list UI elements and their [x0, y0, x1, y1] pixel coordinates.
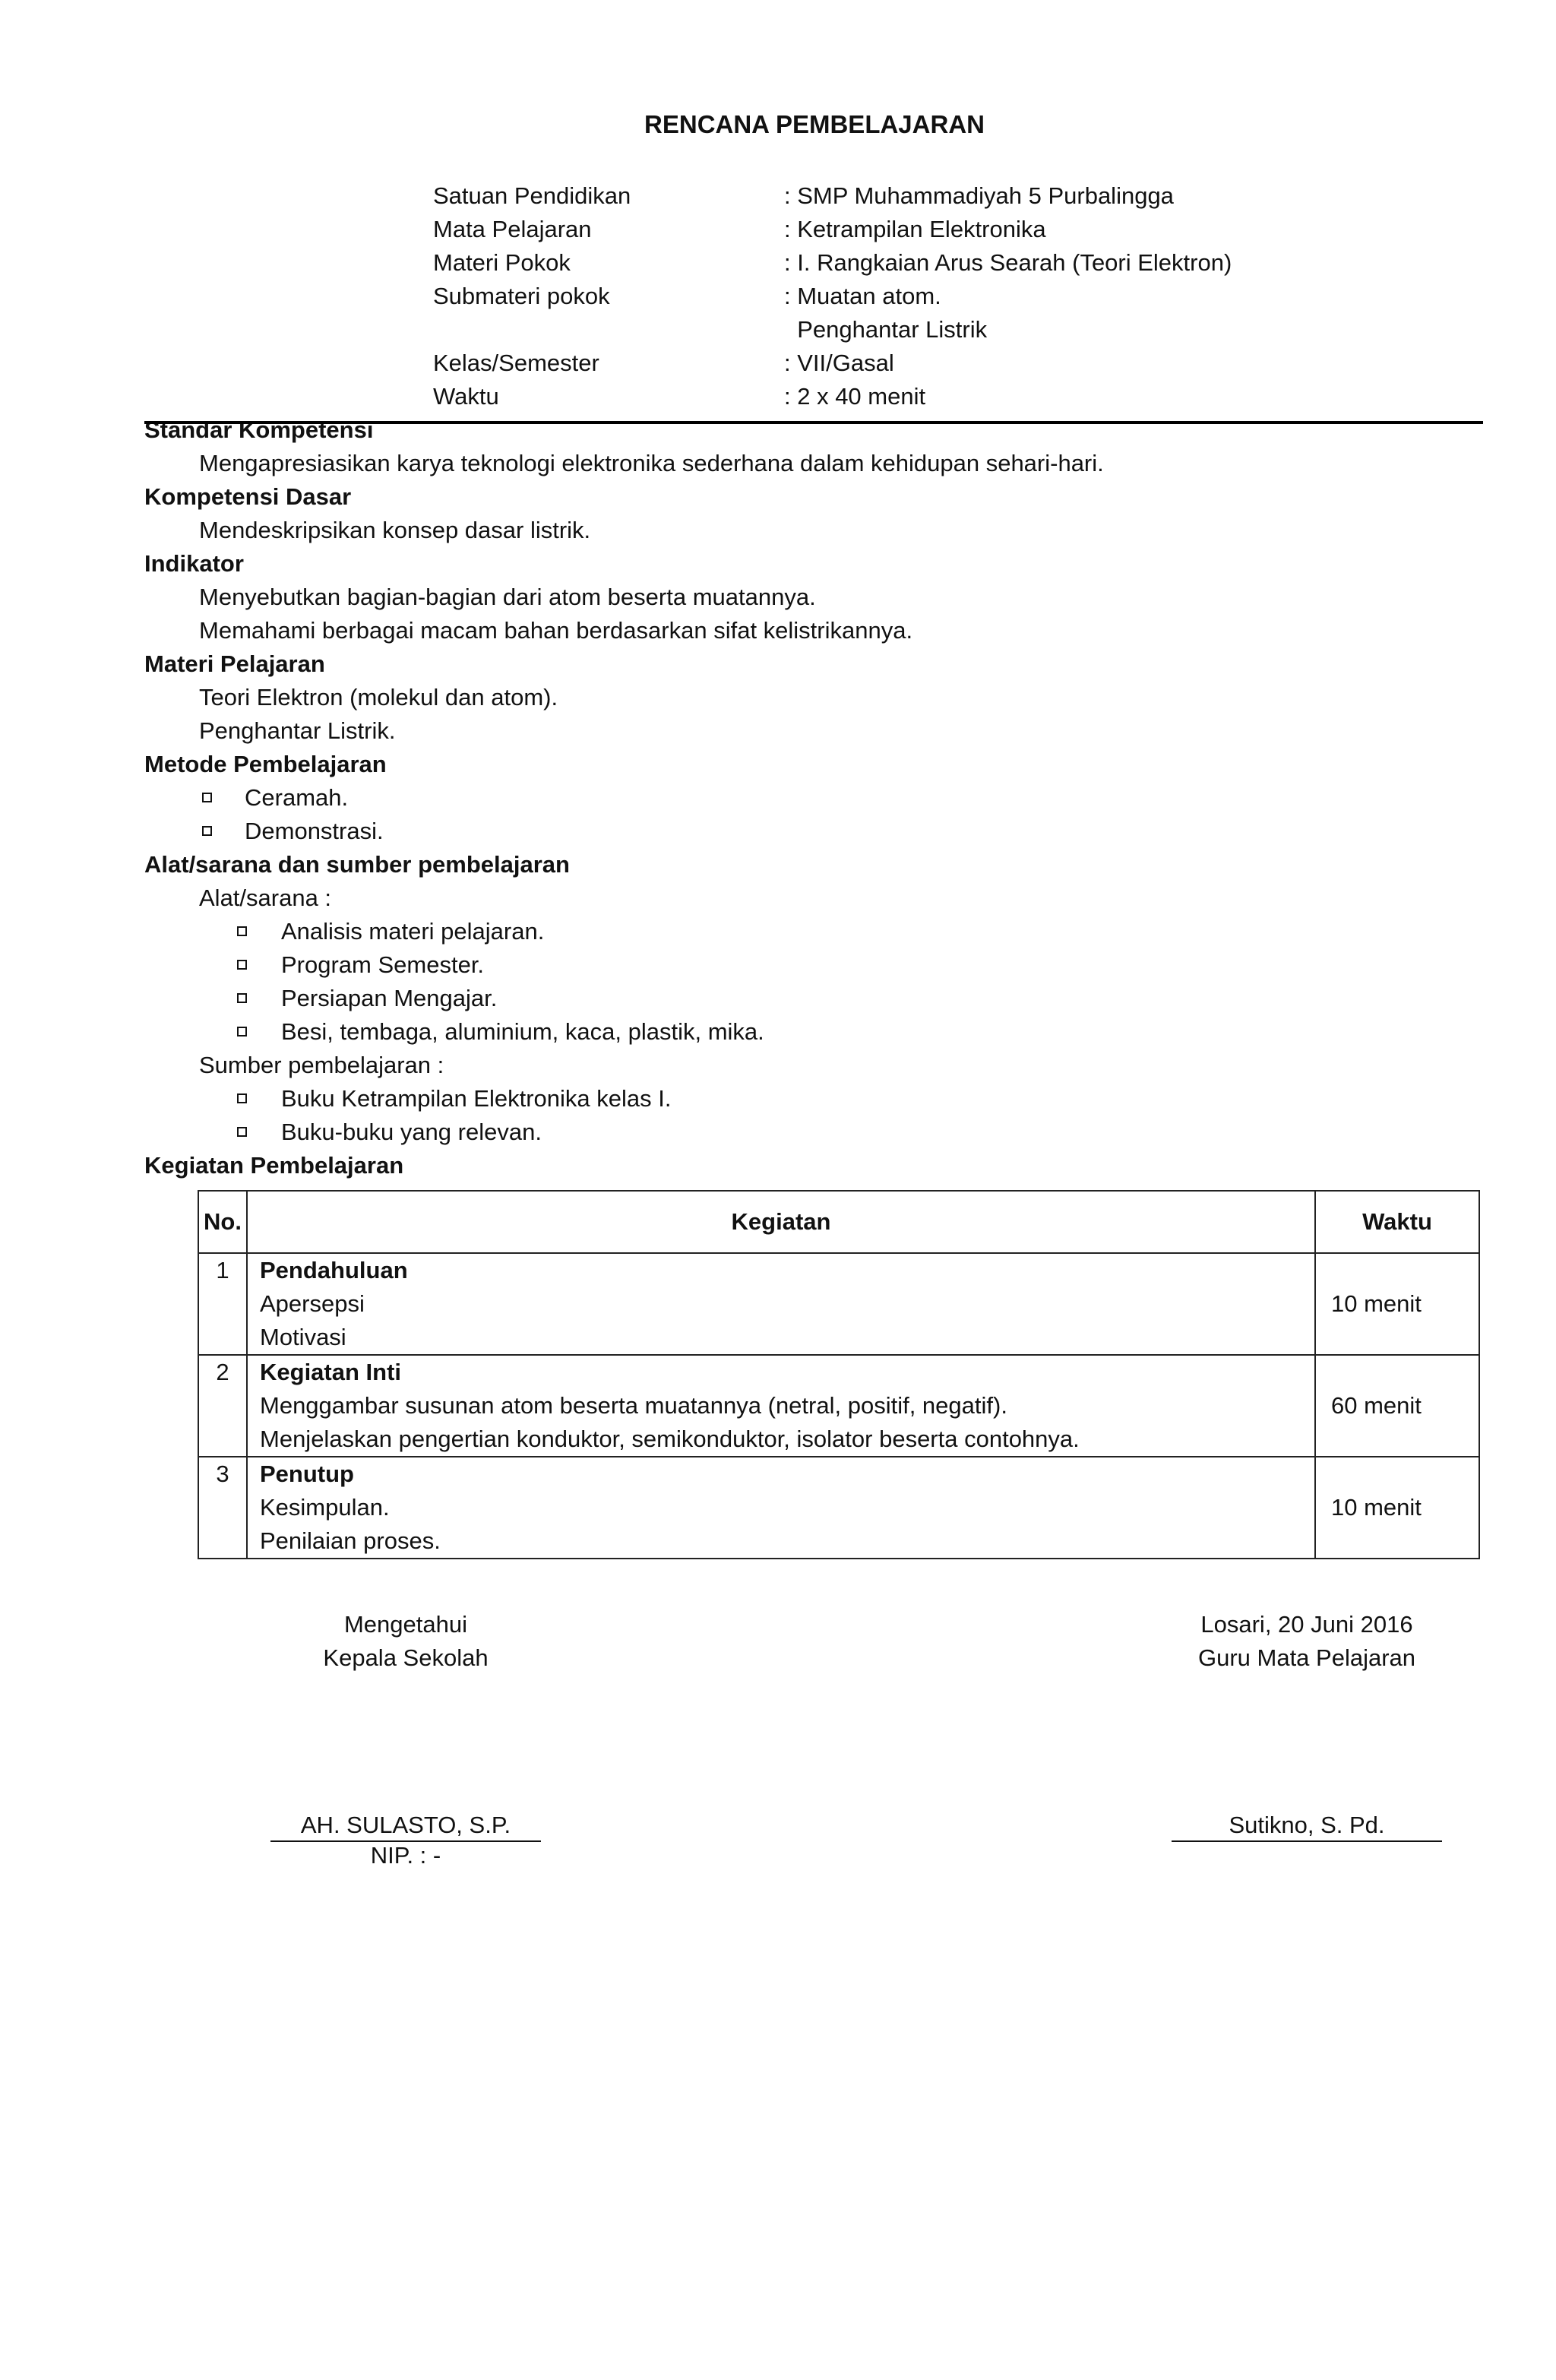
checkbox-square-icon [237, 993, 247, 1003]
alat-item [144, 948, 1483, 982]
meta-row [433, 313, 1232, 347]
teacher-name: Sutikno, S. Pd. [1172, 1810, 1442, 1842]
sumber-label: Sumber pembelajaran : [199, 1052, 444, 1078]
activity-line: Kesimpulan. [260, 1494, 390, 1521]
checkbox-square-icon [237, 1093, 247, 1103]
column-header-waktu: Waktu [1315, 1191, 1479, 1253]
checkbox-square-icon [202, 826, 212, 836]
section-heading-kegiatan: Kegiatan Pembelajaran [144, 1152, 404, 1179]
meta-row [433, 179, 1232, 213]
activity-line: Penilaian proses. [260, 1527, 441, 1554]
section-heading-indikator: Indikator [144, 550, 244, 577]
section-text: Mengapresiasikan karya teknologi elektronika sederhana dalam kehidupan sehari-hari. [199, 450, 1104, 476]
headmaster-name: AH. SULASTO, S.P. [270, 1810, 541, 1842]
checkbox-square-icon [202, 793, 212, 802]
meta-row [433, 380, 1232, 413]
meta-label: Waktu [433, 383, 499, 410]
meta-row [433, 280, 1232, 313]
meta-row [433, 213, 1232, 246]
meta-label: Materi Pokok [433, 249, 571, 276]
sumber-item-text: Buku Ketrampilan Elektronika kelas I. [281, 1085, 672, 1112]
table-row [198, 1355, 1479, 1457]
meta-value: : SMP Muhammadiyah 5 Purbalingga [784, 182, 1174, 209]
metode-item-text: Demonstrasi. [245, 818, 384, 844]
section-heading-standar-kompetensi: Standar Kompetensi [144, 416, 374, 443]
headmaster-nip: NIP. : - [370, 1842, 441, 1869]
alat-item-text: Analisis materi pelajaran. [281, 918, 545, 945]
column-header-kegiatan: Kegiatan [247, 1191, 1315, 1253]
sumber-item [144, 1116, 1483, 1149]
acknowledged-label: Mengetahui [343, 1611, 467, 1638]
activity-line: Motivasi [260, 1324, 346, 1350]
row-time: 60 menit [1315, 1355, 1479, 1457]
alat-item-text: Persiapan Mengajar. [281, 985, 498, 1011]
row-number: 1 [198, 1253, 247, 1355]
document-title: RENCANA PEMBELAJARAN [644, 110, 985, 138]
row-activity [247, 1355, 1315, 1457]
activity-line: Apersepsi [260, 1290, 365, 1317]
section-text: Mendeskripsikan konsep dasar listrik. [199, 517, 591, 543]
metode-item [144, 781, 1483, 815]
table-row [198, 1253, 1479, 1355]
alat-item [144, 982, 1483, 1015]
place-date: Losari, 20 Juni 2016 [1200, 1611, 1413, 1638]
table-row [198, 1457, 1479, 1559]
kegiatan-table [198, 1190, 1480, 1559]
checkbox-square-icon [237, 1027, 247, 1037]
meta-value: Penghantar Listrik [784, 316, 988, 343]
meta-label: Mata Pelajaran [433, 216, 592, 242]
row-activity [247, 1253, 1315, 1355]
section-heading-kompetensi-dasar: Kompetensi Dasar [144, 483, 352, 510]
sumber-item [144, 1082, 1483, 1116]
alat-item [144, 1015, 1483, 1049]
meta-label: Kelas/Semester [433, 350, 599, 376]
section-heading-materi-pelajaran: Materi Pelajaran [144, 650, 325, 677]
meta-value: : I. Rangkaian Arus Searah (Teori Elektron) [784, 249, 1232, 276]
row-activity [247, 1457, 1315, 1559]
meta-row [433, 246, 1232, 280]
document-body [144, 413, 1483, 1182]
row-number: 3 [198, 1457, 247, 1559]
checkbox-square-icon [237, 926, 247, 936]
headmaster-role: Kepala Sekolah [323, 1644, 489, 1671]
table-header-row [198, 1191, 1479, 1253]
left-signature-block [231, 1608, 580, 1675]
alat-label: Alat/sarana : [199, 885, 332, 911]
section-heading-metode: Metode Pembelajaran [144, 751, 387, 777]
activity-title: Penutup [260, 1461, 354, 1487]
activity-title: Pendahuluan [260, 1257, 408, 1283]
metode-item [144, 815, 1483, 848]
checkbox-square-icon [237, 1127, 247, 1137]
teacher-role: Guru Mata Pelajaran [1197, 1644, 1416, 1671]
indikator-item: Memahami berbagai macam bahan berdasarkan sifat kelistrikannya. [199, 617, 913, 644]
materi-item: Penghantar Listrik. [199, 717, 396, 744]
materi-item: Teori Elektron (molekul dan atom). [199, 684, 558, 711]
activity-line: Menggambar susunan atom beserta muatannya (netral, positif, negatif). [260, 1392, 1007, 1419]
row-number: 2 [198, 1355, 247, 1457]
activity-line: Menjelaskan pengertian konduktor, semikonduktor, isolator beserta contohnya. [260, 1426, 1080, 1452]
indikator-item: Menyebutkan bagian-bagian dari atom beserta muatannya. [199, 584, 816, 610]
sumber-item-text: Buku-buku yang relevan. [281, 1119, 542, 1145]
meta-label: Submateri pokok [433, 283, 610, 309]
meta-label: Satuan Pendidikan [433, 182, 631, 209]
checkbox-square-icon [237, 960, 247, 970]
alat-item [144, 915, 1483, 948]
metode-item-text: Ceramah. [245, 784, 349, 811]
meta-value: : 2 x 40 menit [784, 383, 926, 410]
meta-label [433, 313, 784, 347]
identity-block [433, 179, 1232, 413]
row-time: 10 menit [1315, 1253, 1479, 1355]
row-time: 10 menit [1315, 1457, 1479, 1559]
meta-value: : VII/Gasal [784, 350, 894, 376]
meta-row [433, 347, 1232, 380]
header-divider [144, 421, 1483, 424]
activity-title: Kegiatan Inti [260, 1359, 402, 1385]
column-header-no: No. [198, 1191, 247, 1253]
meta-value: : Muatan atom. [784, 283, 941, 309]
section-heading-alat-sumber: Alat/sarana dan sumber pembelajaran [144, 851, 570, 878]
meta-value: : Ketrampilan Elektronika [784, 216, 1046, 242]
alat-item-text: Besi, tembaga, aluminium, kaca, plastik, mika. [281, 1018, 764, 1045]
alat-item-text: Program Semester. [281, 951, 485, 978]
